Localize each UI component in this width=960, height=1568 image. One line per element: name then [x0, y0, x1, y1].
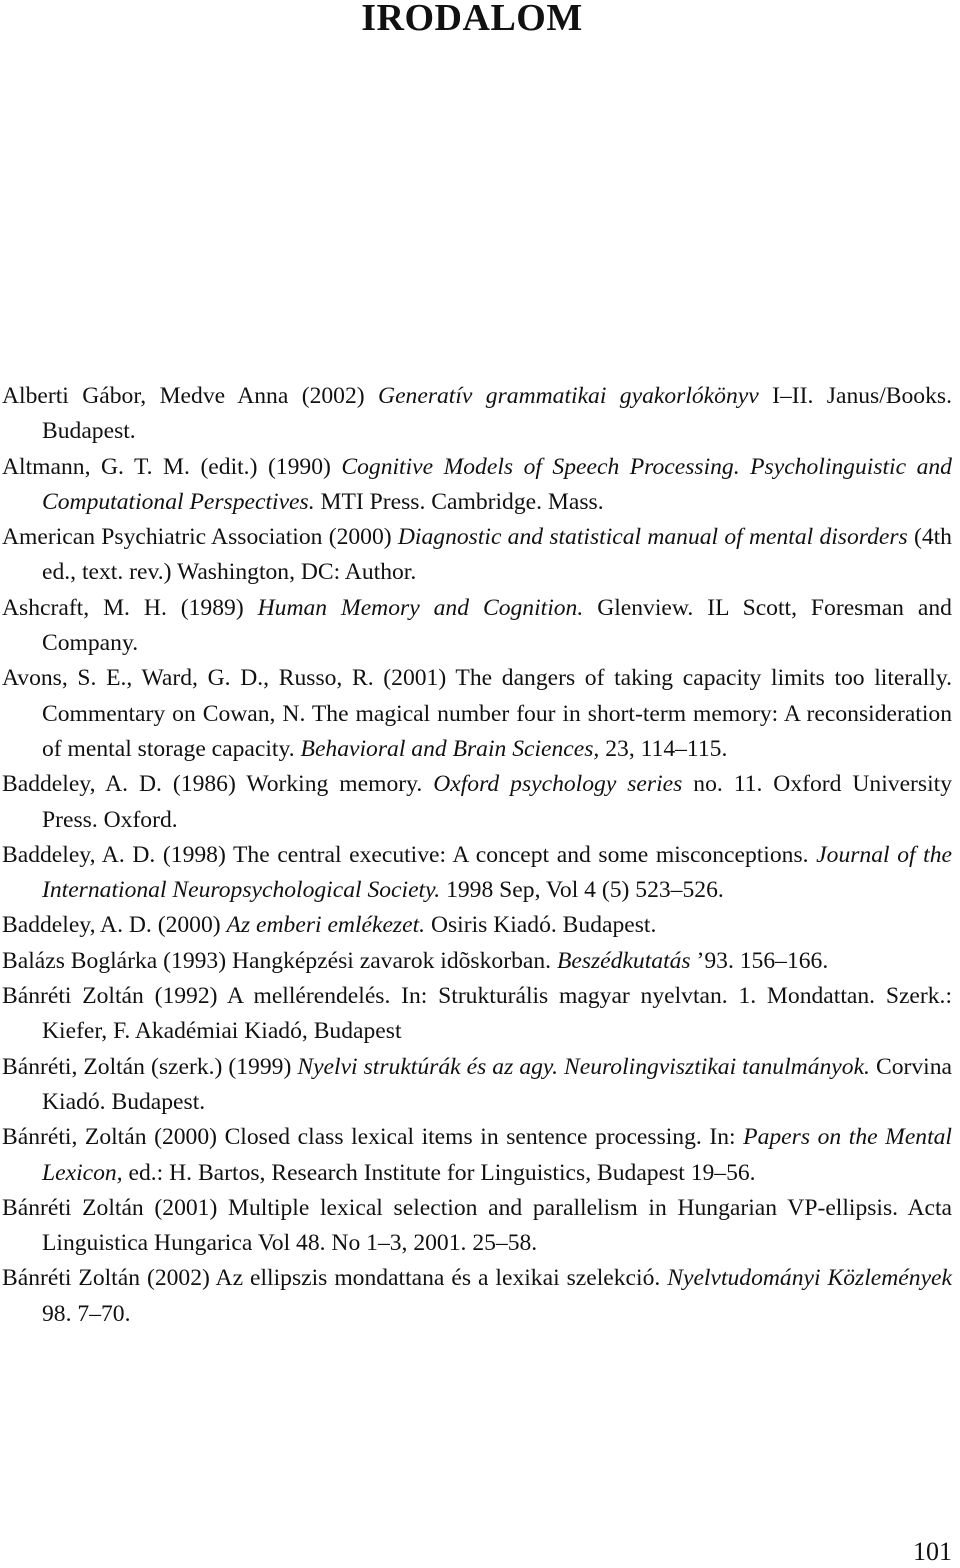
reference-entry [2, 450, 952, 521]
reference-text: Baddeley, A. D. (2000) [2, 912, 227, 939]
reference-entry [2, 908, 952, 943]
reference-text: Altmann, G. T. M. (edit.) (1990) [2, 453, 342, 480]
reference-entry [2, 1050, 952, 1121]
reference-text: MTI Press. Cambridge. Mass. [314, 488, 604, 515]
reference-title: Oxford psychology series [433, 771, 683, 798]
reference-text: 1998 Sep, Vol 4 (5) 523–526. [440, 877, 724, 904]
reference-title: Az emberi emlékezet. [226, 912, 426, 939]
reference-title: Nyelvtudományi Közlemények [667, 1265, 952, 1292]
reference-entry [2, 379, 952, 450]
reference-entry [2, 944, 952, 979]
reference-text: Ashcraft, M. H. (1989) [2, 594, 258, 621]
reference-title: Beszédkutatás [556, 947, 691, 974]
reference-text: no. 11. Oxford University Press. Oxford. [42, 771, 953, 833]
reference-title: Journal of the International Neuropsychological Society. [42, 841, 952, 904]
reference-text: Baddeley, A. D. (1986) Working memory. [2, 771, 434, 798]
reference-text: Balázs Boglárka (1993) Hangképzési zavarok idõskorban. [2, 947, 557, 974]
reference-text: Bánréti Zoltán (2002) Az ellipszis mondattana és a lexikai szelekció. [2, 1265, 668, 1292]
reference-text: Bánréti, Zoltán (2000) Closed class lexical items in sentence processing. In: [2, 1124, 744, 1151]
reference-entry [2, 767, 952, 838]
reference-title: Nyelvi struktúrák és az agy. Neurolingvisztikai tanulmányok. [297, 1053, 870, 1080]
reference-entry [2, 1191, 952, 1262]
reference-entry [2, 979, 952, 1050]
reference-title: Papers on the Mental Lexicon, [42, 1124, 952, 1186]
page-title: IRODALOM [361, 0, 583, 39]
reference-text: I–II. Janus/Books. Budapest. [42, 383, 952, 445]
reference-text: Bánréti Zoltán (2001) Multiple lexical selection and parallelism in Hungarian VP-ellipsis. Acta Linguistica Hungarica Vol 48. No 1–3, 2001. 25–58. [2, 1194, 952, 1257]
reference-entry [2, 838, 952, 909]
reference-list [2, 379, 952, 1332]
reference-title: Human Memory and Cognition. [257, 594, 584, 621]
reference-text: Corvina Kiadó. Budapest. [42, 1053, 952, 1115]
reference-text: Bánréti Zoltán (1992) A mellérendelés. In: Strukturális magyar nyelvtan. 1. Mondattan. Szerk.: Kiefer, F. Akadémiai Kiadó, Budapest [2, 983, 952, 1045]
reference-text: Avons, S. E., Ward, G. D., Russo, R. (2001) The dangers of taking capacity limits too literally. Commentary on Cowan, N. The magical number four in short-term memory: A reconsideration of mental storage capacity. [2, 665, 952, 762]
reference-text: Baddeley, A. D. (1998) The central executive: A concept and some misconceptions. [2, 841, 817, 868]
reference-text: 23, 114–115. [599, 735, 728, 762]
reference-entry [2, 661, 952, 767]
reference-text: Bánréti, Zoltán (szerk.) (1999) [2, 1053, 298, 1080]
reference-text: American Psychiatric Association (2000) [2, 524, 398, 551]
reference-text: Glenview. IL Scott, Foresman and Company. [42, 594, 952, 657]
reference-text: Osiris Kiadó. Budapest. [425, 912, 657, 939]
reference-text: (4th ed., text. rev.) Washington, DC: Author. [42, 524, 952, 586]
reference-title: Behavioral and Brain Sciences, [300, 735, 600, 762]
reference-title: Generatív grammatikai gyakorlókönyv [378, 383, 759, 409]
reference-entry [2, 591, 952, 662]
page-number: 101 [913, 1537, 952, 1566]
reference-title: Cognitive Models of Speech Processing. Psycholinguistic and Computational Perspectives. [42, 453, 952, 515]
reference-text: Alberti Gábor, Medve Anna (2002) [2, 383, 379, 409]
reference-text: 98. 7–70. [42, 1300, 131, 1327]
reference-entry [2, 1120, 952, 1191]
reference-entry [2, 1261, 952, 1332]
reference-text: ’93. 156–166. [690, 947, 829, 974]
reference-entry [2, 520, 952, 591]
reference-text: ed.: H. Bartos, Research Institute for Linguistics, Budapest 19–56. [122, 1159, 756, 1186]
reference-title: Diagnostic and statistical manual of mental disorders [397, 524, 908, 551]
